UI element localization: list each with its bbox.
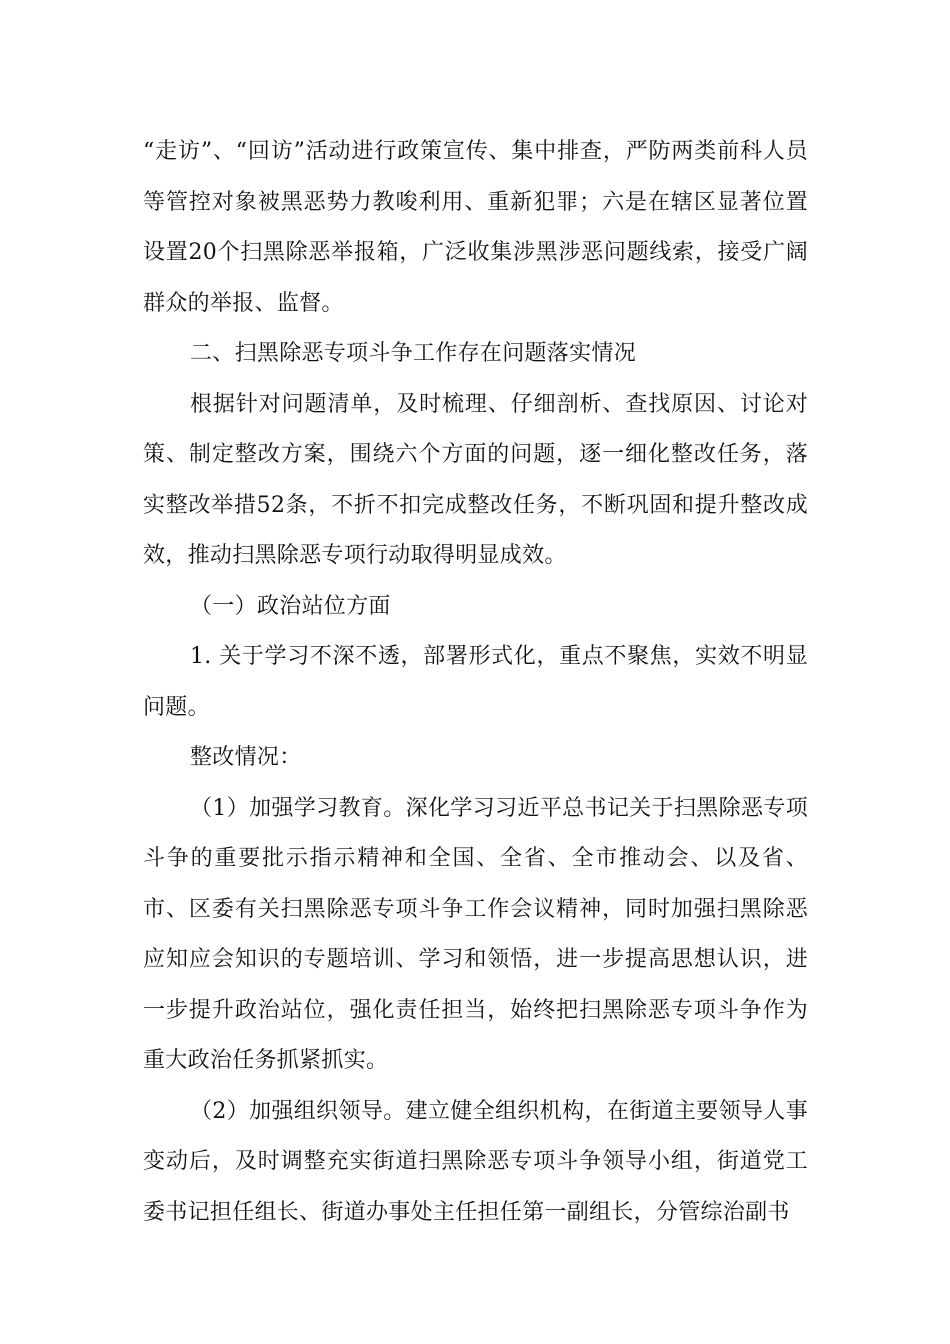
measure-item-1: （1）加强学习教育。深化学习习近平总书记关于扫黑除恶专项斗争的重要批示指示精神和全国、全省、全市推动会、以及省、市、区委有关扫黑除恶专项斗争工作会议精神，同时加强扫黑除恶应知应会知识的专题培训、学习和领悟，进一步提高思想认识，进一步提升政治站位，强化责任担当，始终把扫黑除恶专项斗争作为重大政治任务抓紧抓实。 [143,795,808,1073]
rectification-label: 整改情况： [190,745,302,770]
document-body [143,127,808,1238]
paragraph-summary: 根据针对问题清单，及时梳理、仔细剖析、查找原因、讨论对策、制定整改方案，围绕六个方面的问题，逐一细化整改任务，落实整改举措52条，不折不扣完成整改任务，不断巩固和提升整改成效，推动扫黑除恶专项行动取得明显成效。 [143,391,808,568]
issue-item-1: 1. 关于学习不深不透，部署形式化，重点不聚焦，实效不明显问题。 [143,644,808,720]
paragraph-continuation: “走访”、“回访”活动进行政策宣传、集中排查，严防两类前科人员等管控对象被黑恶势力教唆利用、重新犯罪；六是在辖区显著位置设置20个扫黑除恶举报箱，广泛收集涉黑涉恶问题线索，接受广阔群众的举报、监督。 [143,139,808,316]
measure-item-2: （2）加强组织领导。建立健全组织机构，在街道主要领导人事变动后，及时调整充实街道扫黑除恶专项斗争领导小组，街道党工委书记担任组长、街道办事处主任担任第一副组长，分管综治副书 [143,1098,808,1225]
section-heading-two: 二、扫黑除恶专项斗争工作存在问题落实情况 [190,341,637,366]
subsection-heading-political: （一）政治站位方面 [190,593,391,619]
